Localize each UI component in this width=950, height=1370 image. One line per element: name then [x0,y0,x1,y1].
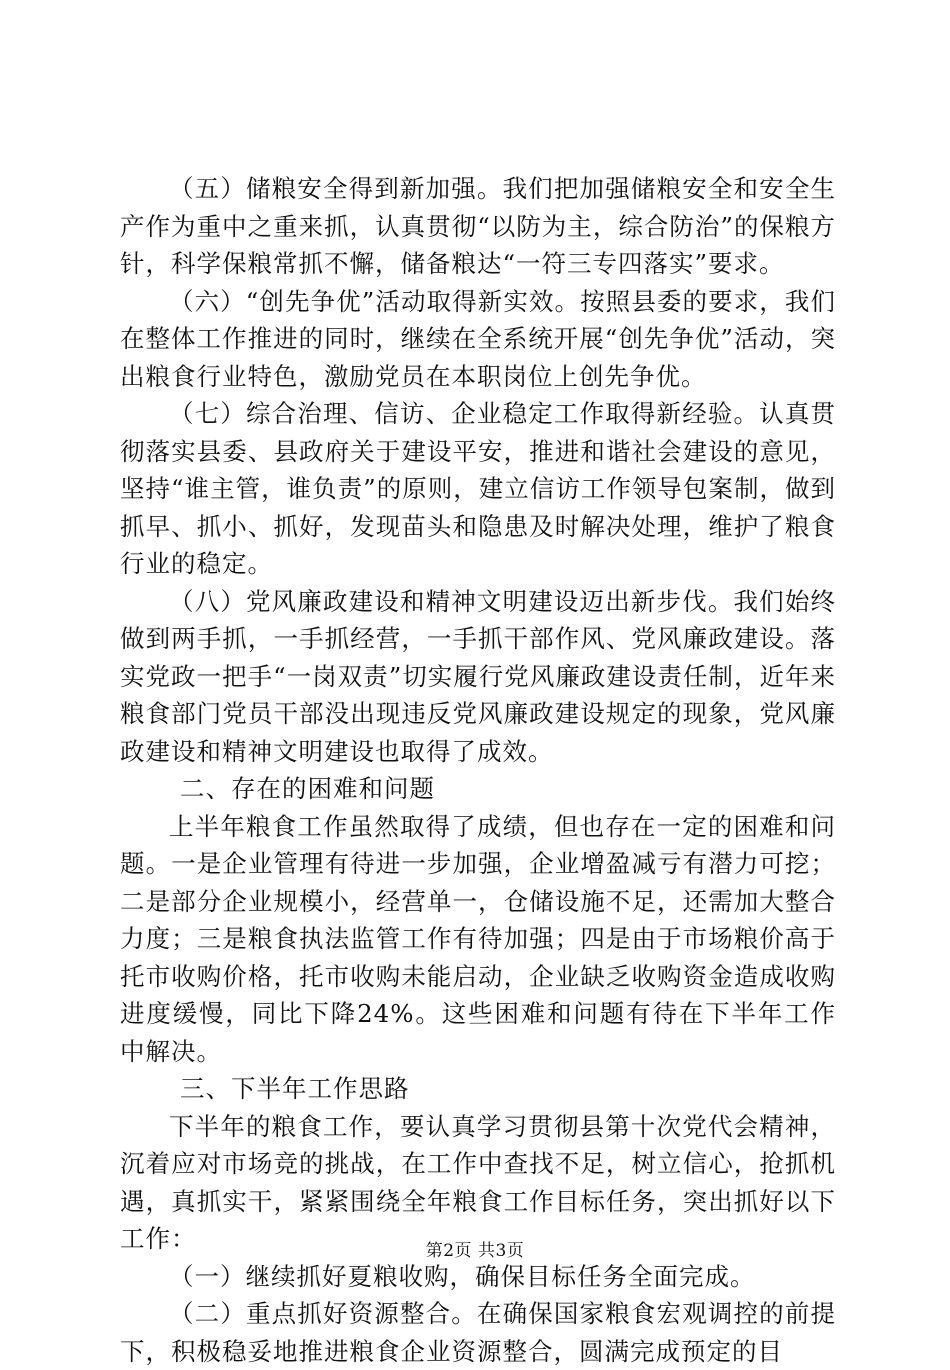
paragraph-grain-storage-safety: （五）储粮安全得到新加强。我们把加强储粮安全和安全生产作为重中之重来抓，认真贯彻“以防为主，综合防治”的保粮方针，科学保粮常抓不懈，储备粮达“一符三专四落实”要求。 [120,174,836,278]
document-body [120,170,836,1370]
paragraph-difficulties: 上半年粮食工作虽然取得了成绩，但也存在一定的困难和问题。一是企业管理有待进一步加强，企业增盈减亏有潜力可挖；二是部分企业规模小，经营单一，仓储设施不足，还需加大整合力度；三是粮食执法监管工作有待加强；四是由于市场粮价高于托市收购价格，托市收购未能启动，企业缺乏收购资金造成收购进度缓慢，同比下降24%。这些困难和问题有待在下半年工作中解决。 [120,811,836,1066]
paragraph-work-plan-intro: 下半年的粮食工作，要认真学习贯彻县第十次党代会精神，沉着应对市场竞的挑战，在工作中查找不足，树立信心，抢抓机遇，真抓实干，紧紧围绕全年粮食工作目标任务，突出抓好以下工作： [120,1111,836,1253]
paragraph-comprehensive-governance: （七）综合治理、信访、企业稳定工作取得新经验。认真贯彻落实县委、县政府关于建设平安，推进和谐社会建设的意见，坚持“谁主管，谁负责”的原则，建立信访工作领导包案制，做到抓早、抓小、抓好，发现苗头和隐患及时解决处理，维护了粮食行业的稳定。 [120,399,836,578]
section-heading-difficulties: 二、存在的困难和问题 [180,774,435,803]
page-footer: 第2页 共3页 [425,1241,525,1261]
paragraph-excellence-campaign: （六）“创先争优”活动取得新实效。按照县委的要求，我们在整体工作推进的同时，继续在全系统开展“创先争优”活动，突出粮食行业特色，激励党员在本职岗位上创先争优。 [120,286,836,391]
paragraph-party-integrity: （八）党风廉政建设和精神文明建设迈出新步伐。我们始终做到两手抓，一手抓经营，一手抓干部作风、党风廉政建设。落实党政一把手“一岗双责”切实履行党风廉政建设责任制，近年来粮食部门党员干部没出现违反党风廉政建设规定的现象，党风廉政建设和精神文明建设也取得了成效。 [120,586,836,766]
section-heading-work-plan: 三、下半年工作思路 [180,1074,410,1103]
paragraph-summer-purchase: （一）继续抓好夏粮收购，确保目标任务全面完成。 [169,1261,756,1291]
paragraph-resource-integration: （二）重点抓好资源整合。在确保国家粮食宏观调控的前提下，积极稳妥地推进粮食企业资源整合，圆满完成预定的目 [120,1299,836,1366]
